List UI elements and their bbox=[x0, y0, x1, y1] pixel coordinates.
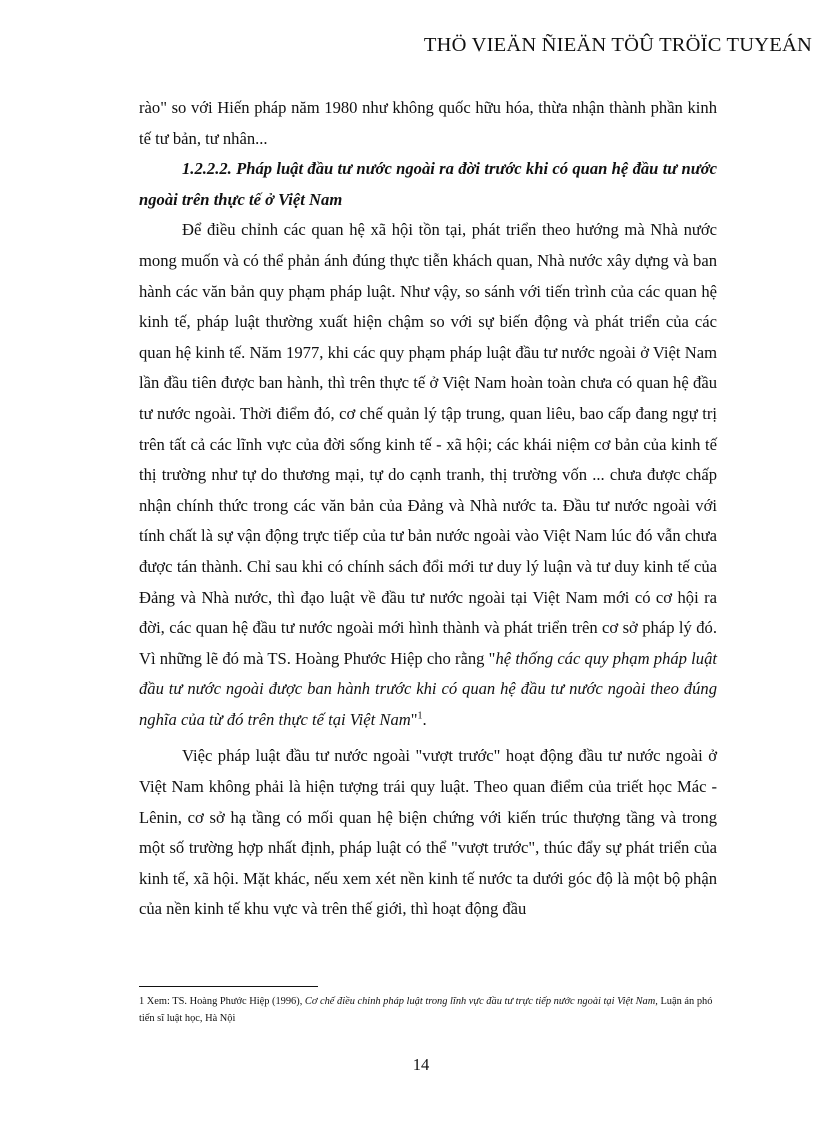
footnote-title: Cơ chế điều chỉnh pháp luật trong lĩnh vực đầu tư trực tiếp nước ngoài tại Việt Nam bbox=[304, 996, 656, 1007]
quoted-citation: hệ thống các quy phạm pháp luật đầu tư nước ngoài được ban hành trước khi có quan hệ đầu tư nước ngoài theo đúng nghĩa của từ đó trên thực tế tại Việt Nam bbox=[139, 648, 717, 729]
paragraph-1 bbox=[139, 215, 717, 735]
continuation-paragraph: rào" so với Hiến pháp năm 1980 như không quốc hữu hóa, thừa nhận thành phần kinh tế tư bản, tư nhân... bbox=[139, 98, 717, 148]
footnote-marker[interactable]: 1 bbox=[417, 710, 423, 722]
paragraph-2: Việc pháp luật đầu tư nước ngoài "vượt trước" hoạt động đầu tư nước ngoài ở Việt Nam không phải là hiện tượng trái quy luật. Theo quan điểm của triết học Mác - Lênin, cơ sở hạ tầng có mối quan hệ biện chứng với kiến trúc thượng tầng và trong một số trường hợp nhất định, pháp luật có thể "vượt trước", thúc đẩy sự phát triển của kinh tế, xã hội. Mặt khác, nếu xem xét nền kinh tế nước ta dưới góc độ là một bộ phận của nền kinh tế khu vực và trên thế giới, thì hoạt động đầu bbox=[139, 746, 717, 919]
footnote-prefix: 1 Xem: TS. Hoàng Phước Hiệp (1996), bbox=[139, 996, 305, 1007]
footnote-divider bbox=[139, 986, 318, 987]
section-heading: 1.2.2.2. Pháp luật đầu tư nước ngoài ra đời trước khi có quan hệ đầu tư nước ngoài trên thực tế ở Việt Nam bbox=[139, 159, 717, 209]
paragraph-1-text: Để điều chỉnh các quan hệ xã hội tồn tại, phát triển theo hướng mà Nhà nước mong muốn và có thể phản ánh đúng thực tiễn khách quan, Nhà nước xây dựng và ban hành các văn bản quy phạm pháp luật. Như vậy, so sánh với tiến trình của các quan hệ kinh tế, pháp luật thường xuất hiện chậm so với sự biến động và phát triển của các quan hệ kinh tế. Năm 1977, khi các quy phạm pháp luật đầu tư nước ngoài ở Việt Nam lần đầu tiên được ban hành, thì trên thực tế ở Việt Nam hoàn toàn chưa có quan hệ đầu tư nước ngoài. Thời điểm đó, cơ chế quản lý tập trung, quan liêu, bao cấp đang ngự trị trên tất cả các lĩnh vực của đời sống kinh tế - xã hội; các khái niệm cơ bản của kinh tế thị trường như tự do thương mại, tự do cạnh tranh, thị trường vốn ... chưa được chấp nhận chính thức trong các văn bản của Đảng và Nhà nước ta. Đầu tư nước ngoài với tính chất là sự vận động trực tiếp của tư bản nước ngoài vào Việt Nam lúc đó vẫn chưa được tán thành. Chỉ sau khi có chính sách đổi mới tư duy lý luận và tư duy kinh tế của Đảng và Nhà nước, thì đạo luật về đầu tư nước ngoài tại Việt Nam mới có cơ hội ra đời, các quan hệ đầu tư nước ngoài mới hình thành và phát triển trên cơ sở pháp lý đó. Vì những lẽ đó mà TS. Hoàng Phước Hiệp cho rằng " bbox=[139, 220, 717, 668]
footnote bbox=[139, 994, 719, 1027]
quote-close: " bbox=[410, 709, 418, 729]
page-body bbox=[139, 93, 717, 925]
library-header: THÖ VIEÄN ÑIEÄN TÖÛ TRÖÏC TUYEÁN bbox=[423, 34, 812, 56]
footnote-suffix: , Luận án phó tiến sĩ luật học, Hà Nội bbox=[139, 996, 713, 1024]
paragraph-1-end: . bbox=[422, 709, 427, 729]
page-number: 14 bbox=[412, 1055, 430, 1074]
